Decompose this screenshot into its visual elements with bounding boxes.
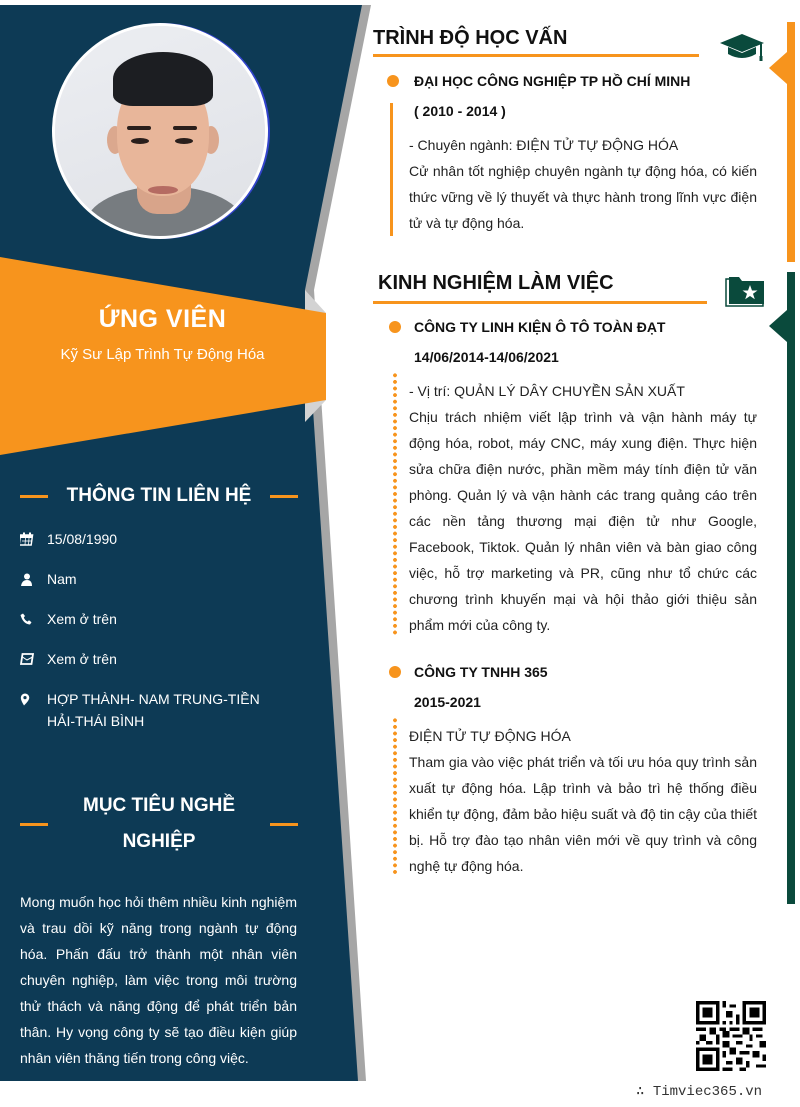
experience-title-underline (373, 301, 707, 304)
qr-code-icon (696, 1001, 766, 1071)
education-section-title: TRÌNH ĐỘ HỌC VẤN (373, 27, 568, 49)
title-dash-left (20, 823, 48, 826)
experience-period-1: 14/06/2014-14/06/2021 (414, 349, 559, 365)
contact-email: Xem ở trên (20, 648, 290, 670)
email-icon (20, 648, 47, 670)
phone-icon (20, 608, 47, 630)
experience-accent-bar (787, 272, 795, 904)
calendar-icon (20, 528, 47, 550)
education-title-underline (373, 54, 699, 57)
experience-company-2: CÔNG TY TNHH 365 (414, 664, 548, 680)
experience-description-1: Chịu trách nhiệm viết lập trình và vận hành máy tự động hóa, robot, máy CNC, máy xung điện. Thực hiện sửa chữa điện nước, phần mềm máy tính điện tử văn phòng. Quản lý và vận hành các trang quảng cáo trên các nền tảng thương mại điện tử như Google, Facebook, Tiktok. Quản lý nhân viên và bàn giao công việc, hỗ trợ marketing và PR, cũng như tổ chức các chương trình khuyến mại và hội thảo giới thiệu sản phẩm mới của công ty. (409, 409, 757, 633)
education-bullet (387, 75, 399, 87)
career-goal-section-title: MỤC TIÊU NGHỀ NGHIỆP (20, 788, 298, 860)
experience-timeline-rail-2 (393, 717, 397, 875)
experience-position-2: ĐIỆN TỬ TỰ ĐỘNG HÓA (409, 728, 571, 744)
folder-star-icon (725, 275, 765, 313)
experience-accent-notch (769, 310, 787, 342)
contact-phone: Xem ở trên (20, 608, 290, 630)
experience-period-2: 2015-2021 (414, 694, 481, 710)
experience-position-1: - Vị trí: QUẢN LÝ DÂY CHUYỀN SẢN XUẤT (409, 383, 685, 399)
education-accent-notch (769, 52, 787, 84)
experience-description-2: Tham gia vào việc phát triển và tối ưu hóa quy trình sản xuất tự động hóa. Lập trình và bảo trì hệ thống điều khiển tự động, đảm bảo hiệu suất và độ tin cậy của thiết bị. Hỗ trợ đào tạo nhân viên mới về quy trình và công nghệ tự động hóa. (409, 754, 757, 874)
avatar (52, 23, 268, 239)
experience-bullet-2 (389, 666, 401, 678)
education-school: ĐẠI HỌC CÔNG NGHIỆP TP HỒ CHÍ MINH (414, 73, 691, 89)
profile-header (0, 305, 325, 363)
education-description: Cử nhân tốt nghiệp chuyên ngành tự động hóa, có kiến thức vững về lý thuyết và thực hành trong lĩnh vực điện tử và tự động hóa. (409, 163, 757, 231)
graduation-cap-icon (720, 32, 764, 67)
experience-bullet-1 (389, 321, 401, 333)
user-icon (20, 568, 47, 590)
candidate-job-title: Kỹ Sư Lập Trình Tự Động Hóa (60, 346, 265, 363)
education-period: ( 2010 - 2014 ) (414, 103, 506, 119)
experience-section-title: KINH NGHIỆM LÀM VIỆC (378, 272, 614, 294)
contact-address: HỢP THÀNH- NAM TRUNG-TIỀN HẢI-THÁI BÌNH (20, 688, 290, 732)
education-timeline-rail (390, 103, 393, 236)
education-accent-bar (787, 22, 795, 262)
experience-timeline-rail-1 (393, 372, 397, 636)
education-major: - Chuyên ngành: ĐIỆN TỬ TỰ ĐỘNG HÓA (409, 137, 679, 153)
experience-company-1: CÔNG TY LINH KIỆN Ô TÔ TOÀN ĐẠT (414, 319, 666, 335)
contact-list (20, 528, 290, 750)
location-pin-icon (20, 688, 47, 710)
contact-section-title: THÔNG TIN LIÊN HỆ (20, 478, 298, 514)
contact-birthdate: 15/08/1990 (20, 528, 290, 550)
footer-brand: ∴ Timviec365.vn (636, 1084, 763, 1100)
title-dash-right (270, 823, 298, 826)
title-dash-right (270, 495, 298, 498)
title-dash-left (20, 495, 48, 498)
candidate-name: ỨNG VIÊN (98, 305, 227, 333)
career-goal-text: Mong muốn học hỏi thêm nhiều kinh nghiệm và trau dồi kỹ năng trong ngành tự động hóa. Phấn đấu trở thành một nhân viên chuyên nghiệp, làm việc trong môi trường thử thách và năng động để phát triển bản thân. Hy vọng công ty sẽ tạo điều kiện giúp nhân viên thăng tiến trong công việc. (20, 894, 297, 1066)
contact-gender: Nam (20, 568, 290, 590)
